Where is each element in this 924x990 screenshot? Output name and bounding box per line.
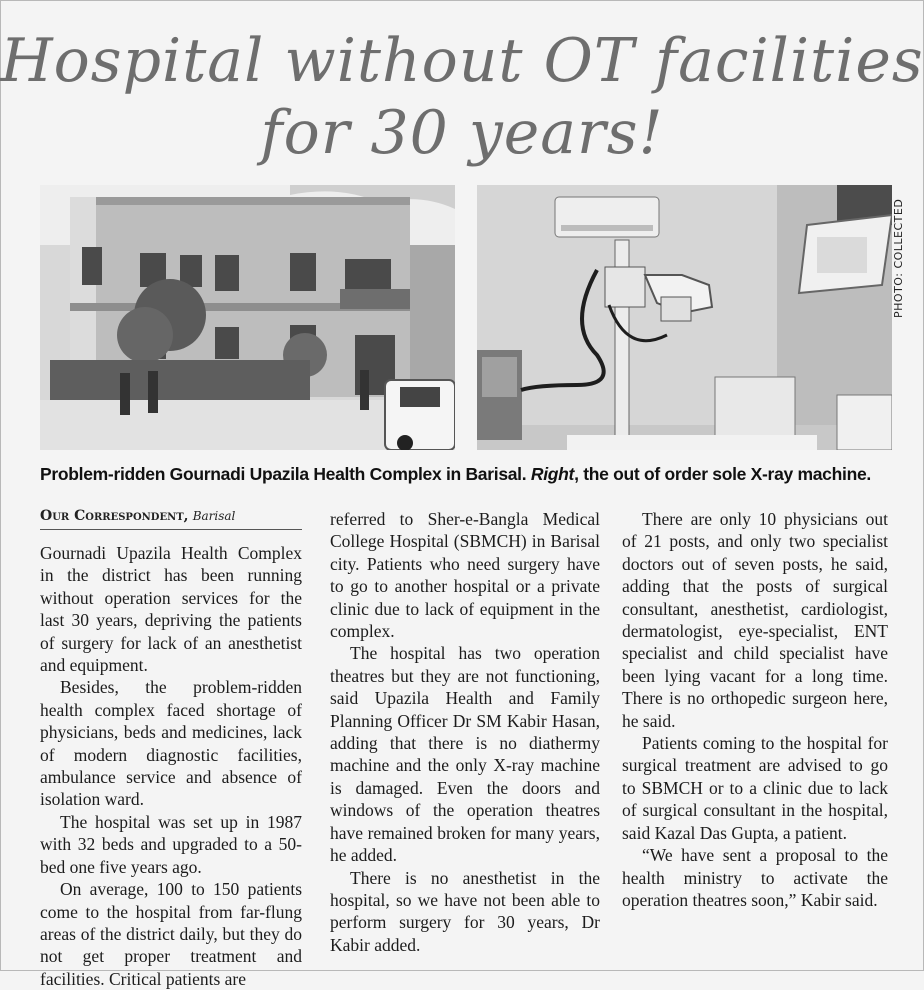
paragraph: There is no anesthetist in the hospital, so we have not been able to perform surgery for 30 years, Dr Kabir added.: [330, 867, 600, 955]
paragraph: “We have sent a proposal to the health ministry to activate the operation theatres soon,” Kabir said.: [622, 845, 888, 910]
paragraph: There are only 10 physicians out of 21 posts, and only two specialist doctors out of seven posts, he said, adding that the posts of surgical consultant, anesthetist, cardiologist, dermatologist, eye-specialist, ENT specialist and child specialist have been lying vacant for a long time. There is no orthopedic surgeon here, he said.: [622, 509, 888, 731]
article-column-1: [40, 542, 302, 990]
paragraph: Patients coming to the hospital for surgical treatment are advised to go to SBMCH or to a clinic due to lack of surgical consultant in the hospital, said Kazal Das Gupta, a patient.: [622, 733, 888, 843]
caption-emphasis: Right: [530, 464, 575, 484]
article-column-3: [622, 508, 888, 911]
paragraph: Besides, the problem-ridden health complex faced shortage of physicians, beds and medicines, lack of modern diagnostic facilities, ambulance service and absence of isolation ward.: [40, 677, 302, 810]
paragraph: The hospital was set up in 1987 with 32 beds and upgraded to a 50-bed one five years ago.: [40, 811, 302, 877]
photo-caption: [40, 464, 900, 485]
headline-line-2: for 30 years!: [260, 98, 664, 168]
byline-place: Barisal: [192, 509, 236, 523]
headline-line-1: Hospital without OT facilities: [0, 26, 924, 96]
byline: [40, 508, 302, 530]
xray-machine-photo: [477, 185, 892, 450]
caption-text: Problem-ridden Gournadi Upazila Health Complex in Barisal.: [40, 464, 531, 484]
photo-credit: PHOTO: COLLECTED: [892, 198, 905, 318]
article-column-2: [330, 508, 600, 956]
paragraph: On average, 100 to 150 patients come to the hospital from far-flung areas of the district daily, but they do not get proper treatment and facilities. Critical patients are: [40, 879, 302, 989]
paragraph: referred to Sher-e-Bangla Medical College Hospital (SBMCH) in Barisal city. Patients who need surgery have to go to another hospital or a private clinic due to lack of equipment in the complex.: [330, 509, 600, 642]
hospital-building-photo: [40, 185, 455, 450]
byline-name: Our Correspondent,: [40, 508, 189, 524]
paragraph: Gournadi Upazila Health Complex in the district has been running without operation services for the last 30 years, depriving the patients of surgery for lack of an anesthetist and equipment.: [40, 543, 302, 676]
paragraph: The hospital has two operation theatres but they are not functioning, said Upazila Health and Family Planning Officer Dr SM Kabir Hasan, adding that there is no diathermy machine and the only X-ray machine is damaged. Even the doors and windows of the operation theatres have remained broken for many years, he added.: [330, 643, 600, 866]
caption-text-end: , the out of order sole X-ray machine.: [574, 464, 871, 484]
